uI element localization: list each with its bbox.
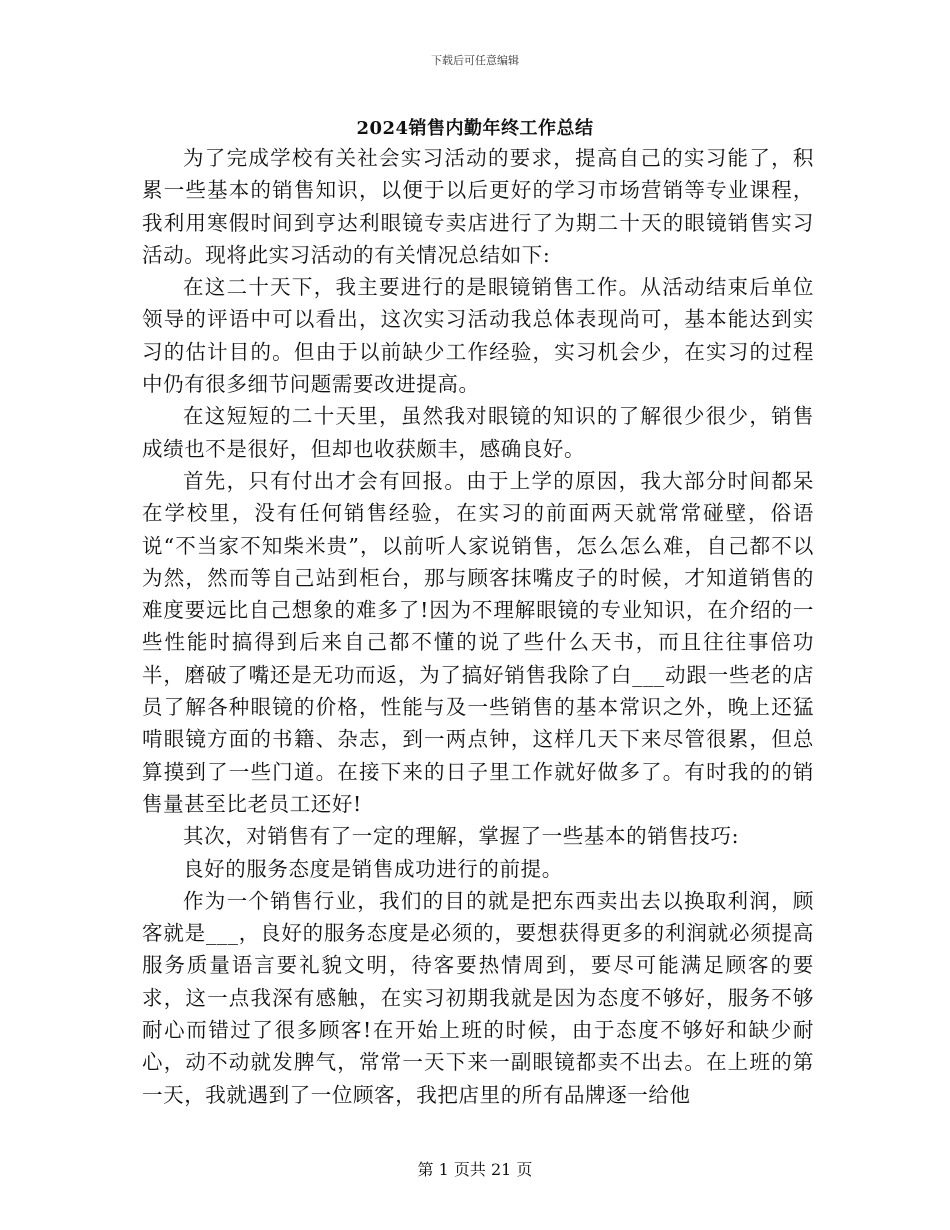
paragraph: 在这短短的二十天里，虽然我对眼镜的知识的了解很少很少，销售成绩也不是很好，但却也收获颇丰，感确良好。: [142, 404, 814, 461]
paragraph: 良好的服务态度是销售成功进行的前提。: [183, 856, 563, 881]
paragraph: 首先，只有付出才会有回报。由于上学的原因，我大部分时间都呆在学校里，没有任何销售经验，在实习的前面两天就常常碰壁，俗语说“不当家不知柴米贵”，以前听人家说销售，怎么怎么难，自己都不以为然，然而等自己站到柜台，那与顾客抹嘴皮子的时候，才知道销售的难度要远比自己想象的难多了!因为不理解眼镜的专业知识，在介绍的一些性能时搞得到后来自己都不懂的说了些什么天书，而且往往事倍功半，磨破了嘴还是无功而返，为了搞好销售我除了白___动跟一些老的店员了解各种眼镜的价格，性能与及一些销售的基本常识之外，晚上还猛啃眼镜方面的书籍、杂志，到一两点钟，这样几天下来尽管很累，但总算摸到了一些门道。在接下来的日子里工作就好做多了。有时我的的销售量甚至比老员工还好!: [142, 468, 814, 816]
paragraph: 在这二十天下，我主要进行的是眼镜销售工作。从活动结束后单位领导的评语中可以看出，这次实习活动我总体表现尚可，基本能达到实习的估计目的。但由于以前缺少工作经验，实习机会少，在实习的过程中仍有很多细节问题需要改进提高。: [142, 275, 814, 397]
document-body: [142, 142, 814, 1111]
paragraph: 作为一个销售行业，我们的目的就是把东西卖出去以换取利润，顾客就是___，良好的服务态度是必须的，要想获得更多的利润就必须提高服务质量语言要礼貌文明，待客要热情周到，要尽可能满足顾客的要求，这一点我深有感触，在实习初期我就是因为态度不够好，服务不够耐心而错过了很多顾客!在开始上班的时候，由于态度不够好和缺少耐心，动不动就发脾气，常常一天下来一副眼镜都卖不出去。在上班的第一天，我就遇到了一位顾客，我把店里的所有品牌逐一给他: [142, 888, 814, 1107]
document-title: 2024销售内勤年终工作总结: [356, 118, 594, 139]
page-header: 下载后可任意编辑: [431, 54, 519, 67]
page-footer: 第 1 页共 21 页: [417, 1160, 533, 1179]
paragraph: 为了完成学校有关社会实习活动的要求，提高自己的实习能了，积累一些基本的销售知识，以便于以后更好的学习市场营销等专业课程，我利用寒假时间到亨达利眼镜专卖店进行了为期二十天的眼镜销售实习活动。现将此实习活动的有关情况总结如下:: [142, 146, 814, 267]
paragraph: 其次，对销售有了一定的理解，掌握了一些基本的销售技巧:: [183, 824, 740, 849]
